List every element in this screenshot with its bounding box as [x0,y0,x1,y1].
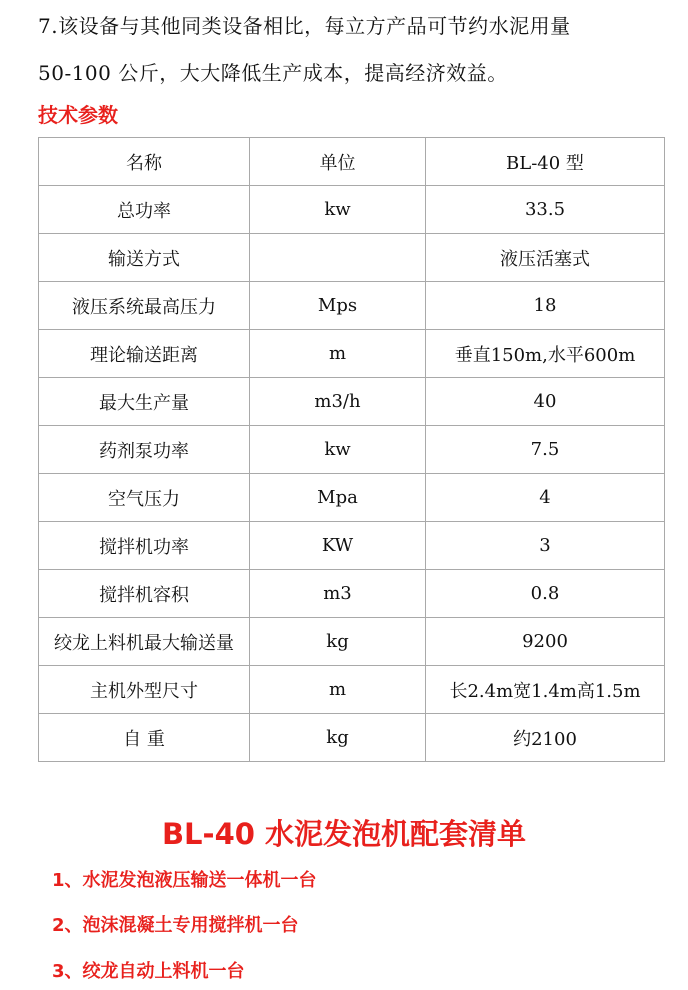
param-value: 33.5 [426,186,665,234]
param-unit [250,234,426,282]
table-row [39,570,665,618]
package-list-item: 3、绞龙自动上料机一台 [52,961,245,982]
table-row [39,522,665,570]
table-row [39,666,665,714]
param-unit: kg [250,618,426,666]
param-value: 4 [426,474,665,522]
param-unit: Mpa [250,474,426,522]
package-list-title: BL-40 水泥发泡机配套清单 [161,817,527,851]
param-unit: kw [250,186,426,234]
table-header-row [39,138,665,186]
table-row [39,186,665,234]
param-name: 总功率 [39,186,250,234]
table-row [39,330,665,378]
table-row [39,378,665,426]
param-value: 长2.4m宽1.4m高1.5m [426,666,665,714]
param-unit: Mps [250,282,426,330]
specs-heading: 技术参数 [38,103,118,127]
param-value: 9200 [426,618,665,666]
param-unit: m [250,330,426,378]
package-list-item: 2、泡沫混凝土专用搅拌机一台 [52,915,299,936]
specs-table [38,137,665,762]
param-unit: m3/h [250,378,426,426]
param-name: 输送方式 [39,234,250,282]
table-row [39,618,665,666]
param-unit: kg [250,714,426,762]
param-name: 液压系统最高压力 [39,282,250,330]
package-list-item: 1、水泥发泡液压输送一体机一台 [52,870,317,891]
param-value: 约2100 [426,714,665,762]
table-row [39,426,665,474]
intro-line-1: 7.该设备与其他同类设备相比，每立方产品可节约水泥用量 [38,14,571,38]
param-unit: m [250,666,426,714]
column-header-model: BL-40 型 [426,138,665,186]
param-value: 垂直150m,水平600m [426,330,665,378]
param-value: 0.8 [426,570,665,618]
param-unit: kw [250,426,426,474]
table-row [39,282,665,330]
param-name: 理论输送距离 [39,330,250,378]
param-value: 40 [426,378,665,426]
param-value: 3 [426,522,665,570]
column-header-unit: 单位 [250,138,426,186]
column-header-name: 名称 [39,138,250,186]
param-value: 18 [426,282,665,330]
param-name: 空气压力 [39,474,250,522]
param-name: 主机外型尺寸 [39,666,250,714]
param-name: 搅拌机功率 [39,522,250,570]
table-row [39,714,665,762]
param-value: 7.5 [426,426,665,474]
param-unit: KW [250,522,426,570]
param-unit: m3 [250,570,426,618]
table-row [39,474,665,522]
intro-line-2: 50-100 公斤，大大降低生产成本，提高经济效益。 [38,61,508,85]
table-row [39,234,665,282]
param-name: 药剂泵功率 [39,426,250,474]
param-name: 最大生产量 [39,378,250,426]
param-name: 搅拌机容积 [39,570,250,618]
param-name: 绞龙上料机最大输送量 [39,618,250,666]
param-value: 液压活塞式 [426,234,665,282]
param-name: 自 重 [39,714,250,762]
